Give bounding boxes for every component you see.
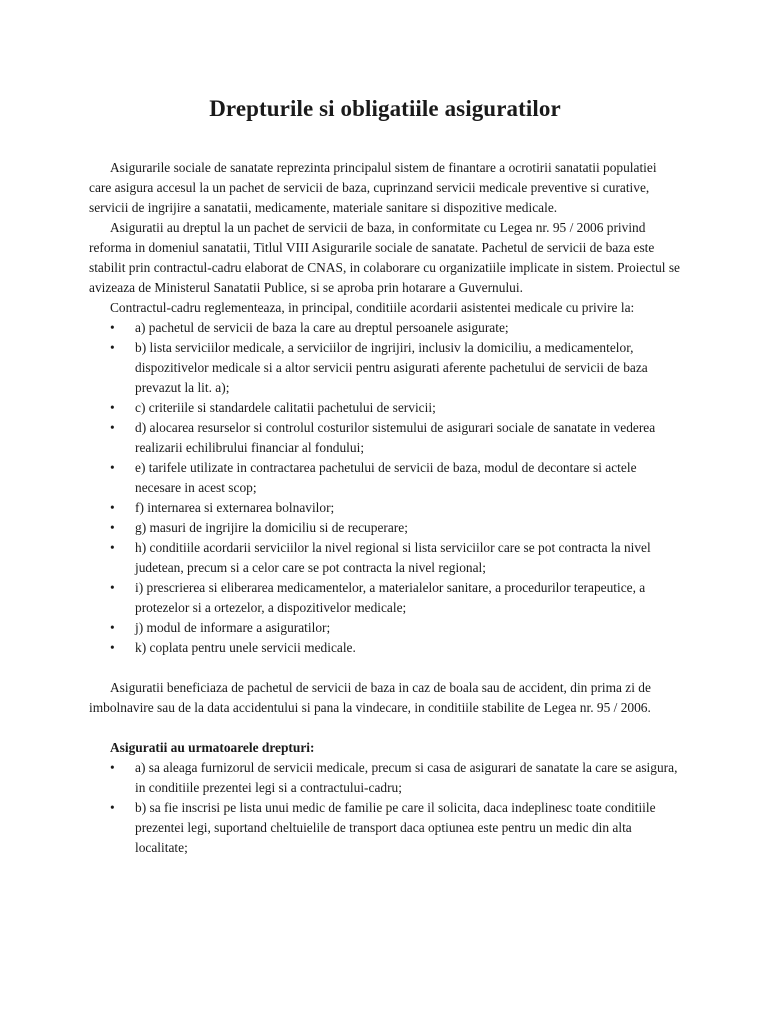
list-item: • j) modul de informare a asiguratilor;: [89, 618, 681, 638]
list-item: • a) sa aleaga furnizorul de servicii medicale, precum si casa de asigurari de sanatate la care se asigura, in conditiile prezentei legi si a contractului-cadru;: [89, 758, 681, 798]
intro-paragraph: Asigurarile sociale de sanatate reprezinta principalul sistem de finantare a ocrotirii sanatatii populatiei care asigura accesul la un pachet de servicii de baza, cuprinzand servicii medicale preventive si curative, servicii de ingrijire a sanatatii, medicamente, materiale sanitare si dispozitive medicale.: [89, 160, 657, 215]
list-item: • b) sa fie inscrisi pe lista unui medic de familie pe care il solicita, daca indeplinesc toate conditiile prezentei legi, suportand cheltuielile de transport daca optiunea este pentru un medic din alta localitate;: [89, 798, 681, 858]
rights-heading: Asiguratii au urmatoarele drepturi:: [110, 740, 315, 755]
basic-package-paragraph: Asiguratii au dreptul la un pachet de servicii de baza, in conformitate cu Legea nr. 95 / 2006 privind reforma in domeniul sanatatii, Titlul VIII Asigurarile sociale de sanatate. Pachetul de servicii de baza este stabilit prin contractul-cadru elaborat de CNAS, in colaborare cu organizatiile implicate in sistem. Proiectul se avizeaza de Ministerul Sanatatii Publice, si se aproba prin hotarare a Guvernului.: [89, 220, 680, 295]
spacer: [89, 658, 681, 678]
list-item: • k) coplata pentru unele servicii medicale.: [89, 638, 681, 658]
list-item: • e) tarifele utilizate in contractarea pachetului de servicii de baza, modul de decontare si actele necesare in acest scop;: [89, 458, 681, 498]
list-item: • c) criteriile si standardele calitatii pachetului de servicii;: [89, 398, 681, 418]
contract-items-list: [89, 318, 681, 658]
spacer: [89, 718, 681, 738]
rights-items-list: [89, 758, 681, 858]
contract-intro-paragraph: Contractul-cadru reglementeaza, in principal, conditiile acordarii asistentei medicale cu privire la:: [110, 300, 635, 315]
benefit-paragraph: Asiguratii beneficiaza de pachetul de servicii de baza in caz de boala sau de accident, din prima zi de imbolnavire sau de la data accidentului si pana la vindecare, in conditiile stabilite de Legea nr. 95 / 2006.: [89, 680, 651, 715]
list-item: • a) pachetul de servicii de baza la care au dreptul persoanele asigurate;: [89, 318, 681, 338]
document-page: [89, 90, 681, 858]
list-item: • f) internarea si externarea bolnavilor;: [89, 498, 681, 518]
list-item: • i) prescrierea si eliberarea medicamentelor, a materialelor sanitare, a procedurilor terapeutice, a protezelor si a ortezelor, a dispozitivelor medicale;: [89, 578, 681, 618]
document-title: Drepturile si obligatiile asiguratilor: [209, 96, 561, 121]
list-item: • h) conditiile acordarii serviciilor la nivel regional si lista serviciilor care se pot contracta la nivel judetean, precum si a celor care se pot contracta la nivel regional;: [89, 538, 681, 578]
list-item: • g) masuri de ingrijire la domiciliu si de recuperare;: [89, 518, 681, 538]
list-item: • d) alocarea resurselor si controlul costurilor sistemului de asigurari sociale de sanatate in vederea realizarii echilibrului financiar al fondului;: [89, 418, 681, 458]
list-item: • b) lista serviciilor medicale, a serviciilor de ingrijiri, inclusiv la domiciliu, a medicamentelor, dispozitivelor medicale si a altor servicii pentru asigurati aferente pachetului de servicii de baza prevazut la lit. a);: [89, 338, 681, 398]
